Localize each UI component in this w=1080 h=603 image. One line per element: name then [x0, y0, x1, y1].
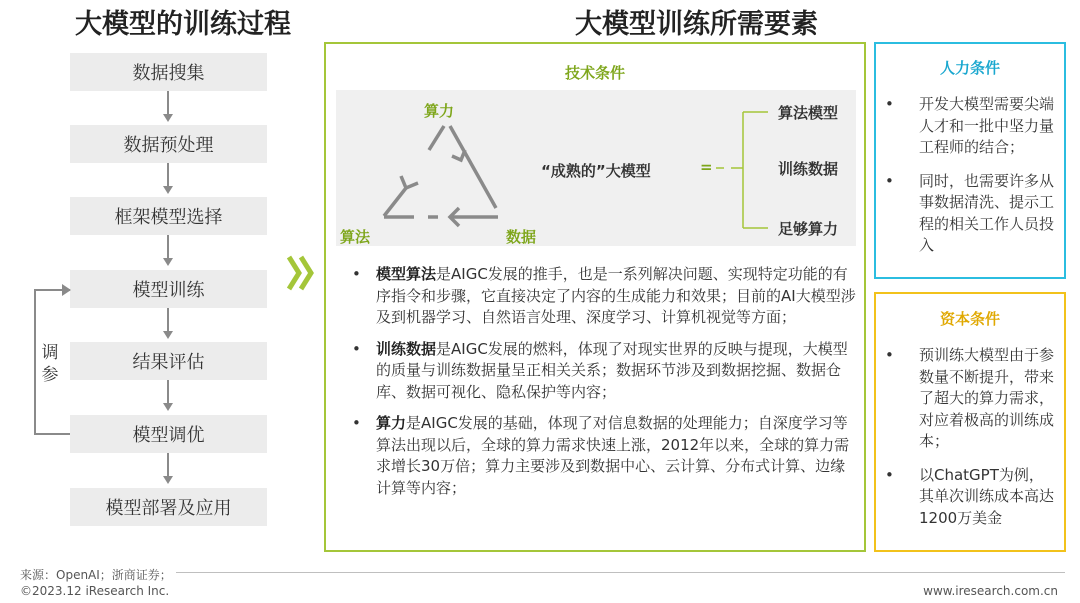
loop-arrow-icon: [62, 284, 71, 296]
list-item: • 模型算法是AIGC发展的推手，也是一系列解决问题、实现特定功能的有序指令和步骤，它直接决定了内容的生成能力和效果；目前的AI大模型涉及到机器学习、自然语言处理、深度学习、计算机视觉等方面；: [346, 264, 856, 329]
list-item: • 以ChatGPT为例，其单次训练成本高达1200万美金: [876, 465, 1064, 530]
loop-label: 调参: [39, 342, 61, 386]
list-item: • 算力是AIGC发展的基础，体现了对信息数据的处理能力；自深度学习等算法出现以后，全球的算力需求快速上涨，2012年以来，全球的算力需求增长30万倍；算力主要涉及到数据中心、云计算、分布式计算、边缘计算等内容；: [346, 413, 856, 499]
tech-conditions-panel: [324, 42, 866, 552]
flow-connector: [167, 453, 169, 477]
flow-arrow-icon: [163, 476, 173, 484]
list-item: • 预训练大模型由于参数量不断提升，带来了超大的算力需求，对应着极高的训练成本；: [876, 345, 1064, 453]
mature-model-label: “成熟的”大模型: [541, 162, 651, 180]
step-data-collection: 数据搜集: [70, 53, 267, 91]
step-model-tuning: 模型调优: [70, 415, 267, 453]
double-chevron-icon: [286, 253, 316, 293]
tech-conditions-list: [346, 264, 856, 509]
component-algorithm-model: 算法模型: [778, 104, 839, 122]
flow-arrow-icon: [163, 114, 173, 122]
cycle-label-data: 数据: [506, 228, 537, 246]
tech-diagram: [336, 90, 856, 246]
copyright: ©2023.12 iResearch Inc.: [20, 584, 170, 598]
list-item: • 开发大模型需要尖端人才和一批中坚力量工程师的结合；: [876, 94, 1064, 159]
website-link[interactable]: www.iresearch.com.cn: [923, 584, 1058, 598]
equals-sign: =: [700, 158, 713, 176]
tech-conditions-title: 技术条件: [564, 64, 625, 82]
capital-conditions-panel: [874, 292, 1066, 552]
flow-arrow-icon: [163, 403, 173, 411]
capital-conditions-list: [876, 345, 1064, 529]
source-note: 来源：OpenAI；浙商证券；: [20, 566, 176, 583]
step-data-preprocessing: 数据预处理: [70, 125, 267, 163]
step-result-evaluation: 结果评估: [70, 342, 267, 380]
human-conditions-title: 人力条件: [939, 59, 1000, 77]
step-framework-selection: 框架模型选择: [70, 197, 267, 235]
flow-connector: [167, 308, 169, 332]
elements-title: 大模型训练所需要素: [575, 9, 818, 40]
component-training-data: 训练数据: [778, 160, 839, 178]
footer-divider: [20, 572, 1065, 573]
component-compute-power: 足够算力: [778, 220, 839, 238]
flow-connector: [167, 163, 169, 187]
human-conditions-panel: [874, 42, 1066, 279]
cycle-label-compute: 算力: [424, 102, 455, 120]
flow-connector: [167, 91, 169, 115]
flow-arrow-icon: [163, 186, 173, 194]
flow-arrow-icon: [163, 331, 173, 339]
flow-connector: [167, 380, 169, 404]
cycle-label-algorithm: 算法: [340, 228, 371, 246]
list-item: • 同时，也需要许多从事数据清洗、提示工程的相关工作人员投入: [876, 171, 1064, 257]
flow-connector: [167, 235, 169, 259]
step-model-training: 模型训练: [70, 270, 267, 308]
human-conditions-list: [876, 94, 1064, 257]
list-item: • 训练数据是AIGC发展的燃料，体现了对现实世界的反映与提现，大模型的质量与训练数据量呈正相关关系；数据环节涉及到数据挖掘、数据仓库、数据可视化、隐私保护等内容；: [346, 339, 856, 404]
process-title: 大模型的训练过程: [75, 9, 291, 40]
flow-arrow-icon: [163, 258, 173, 266]
capital-conditions-title: 资本条件: [939, 310, 1000, 328]
step-model-deployment: 模型部署及应用: [70, 488, 267, 526]
